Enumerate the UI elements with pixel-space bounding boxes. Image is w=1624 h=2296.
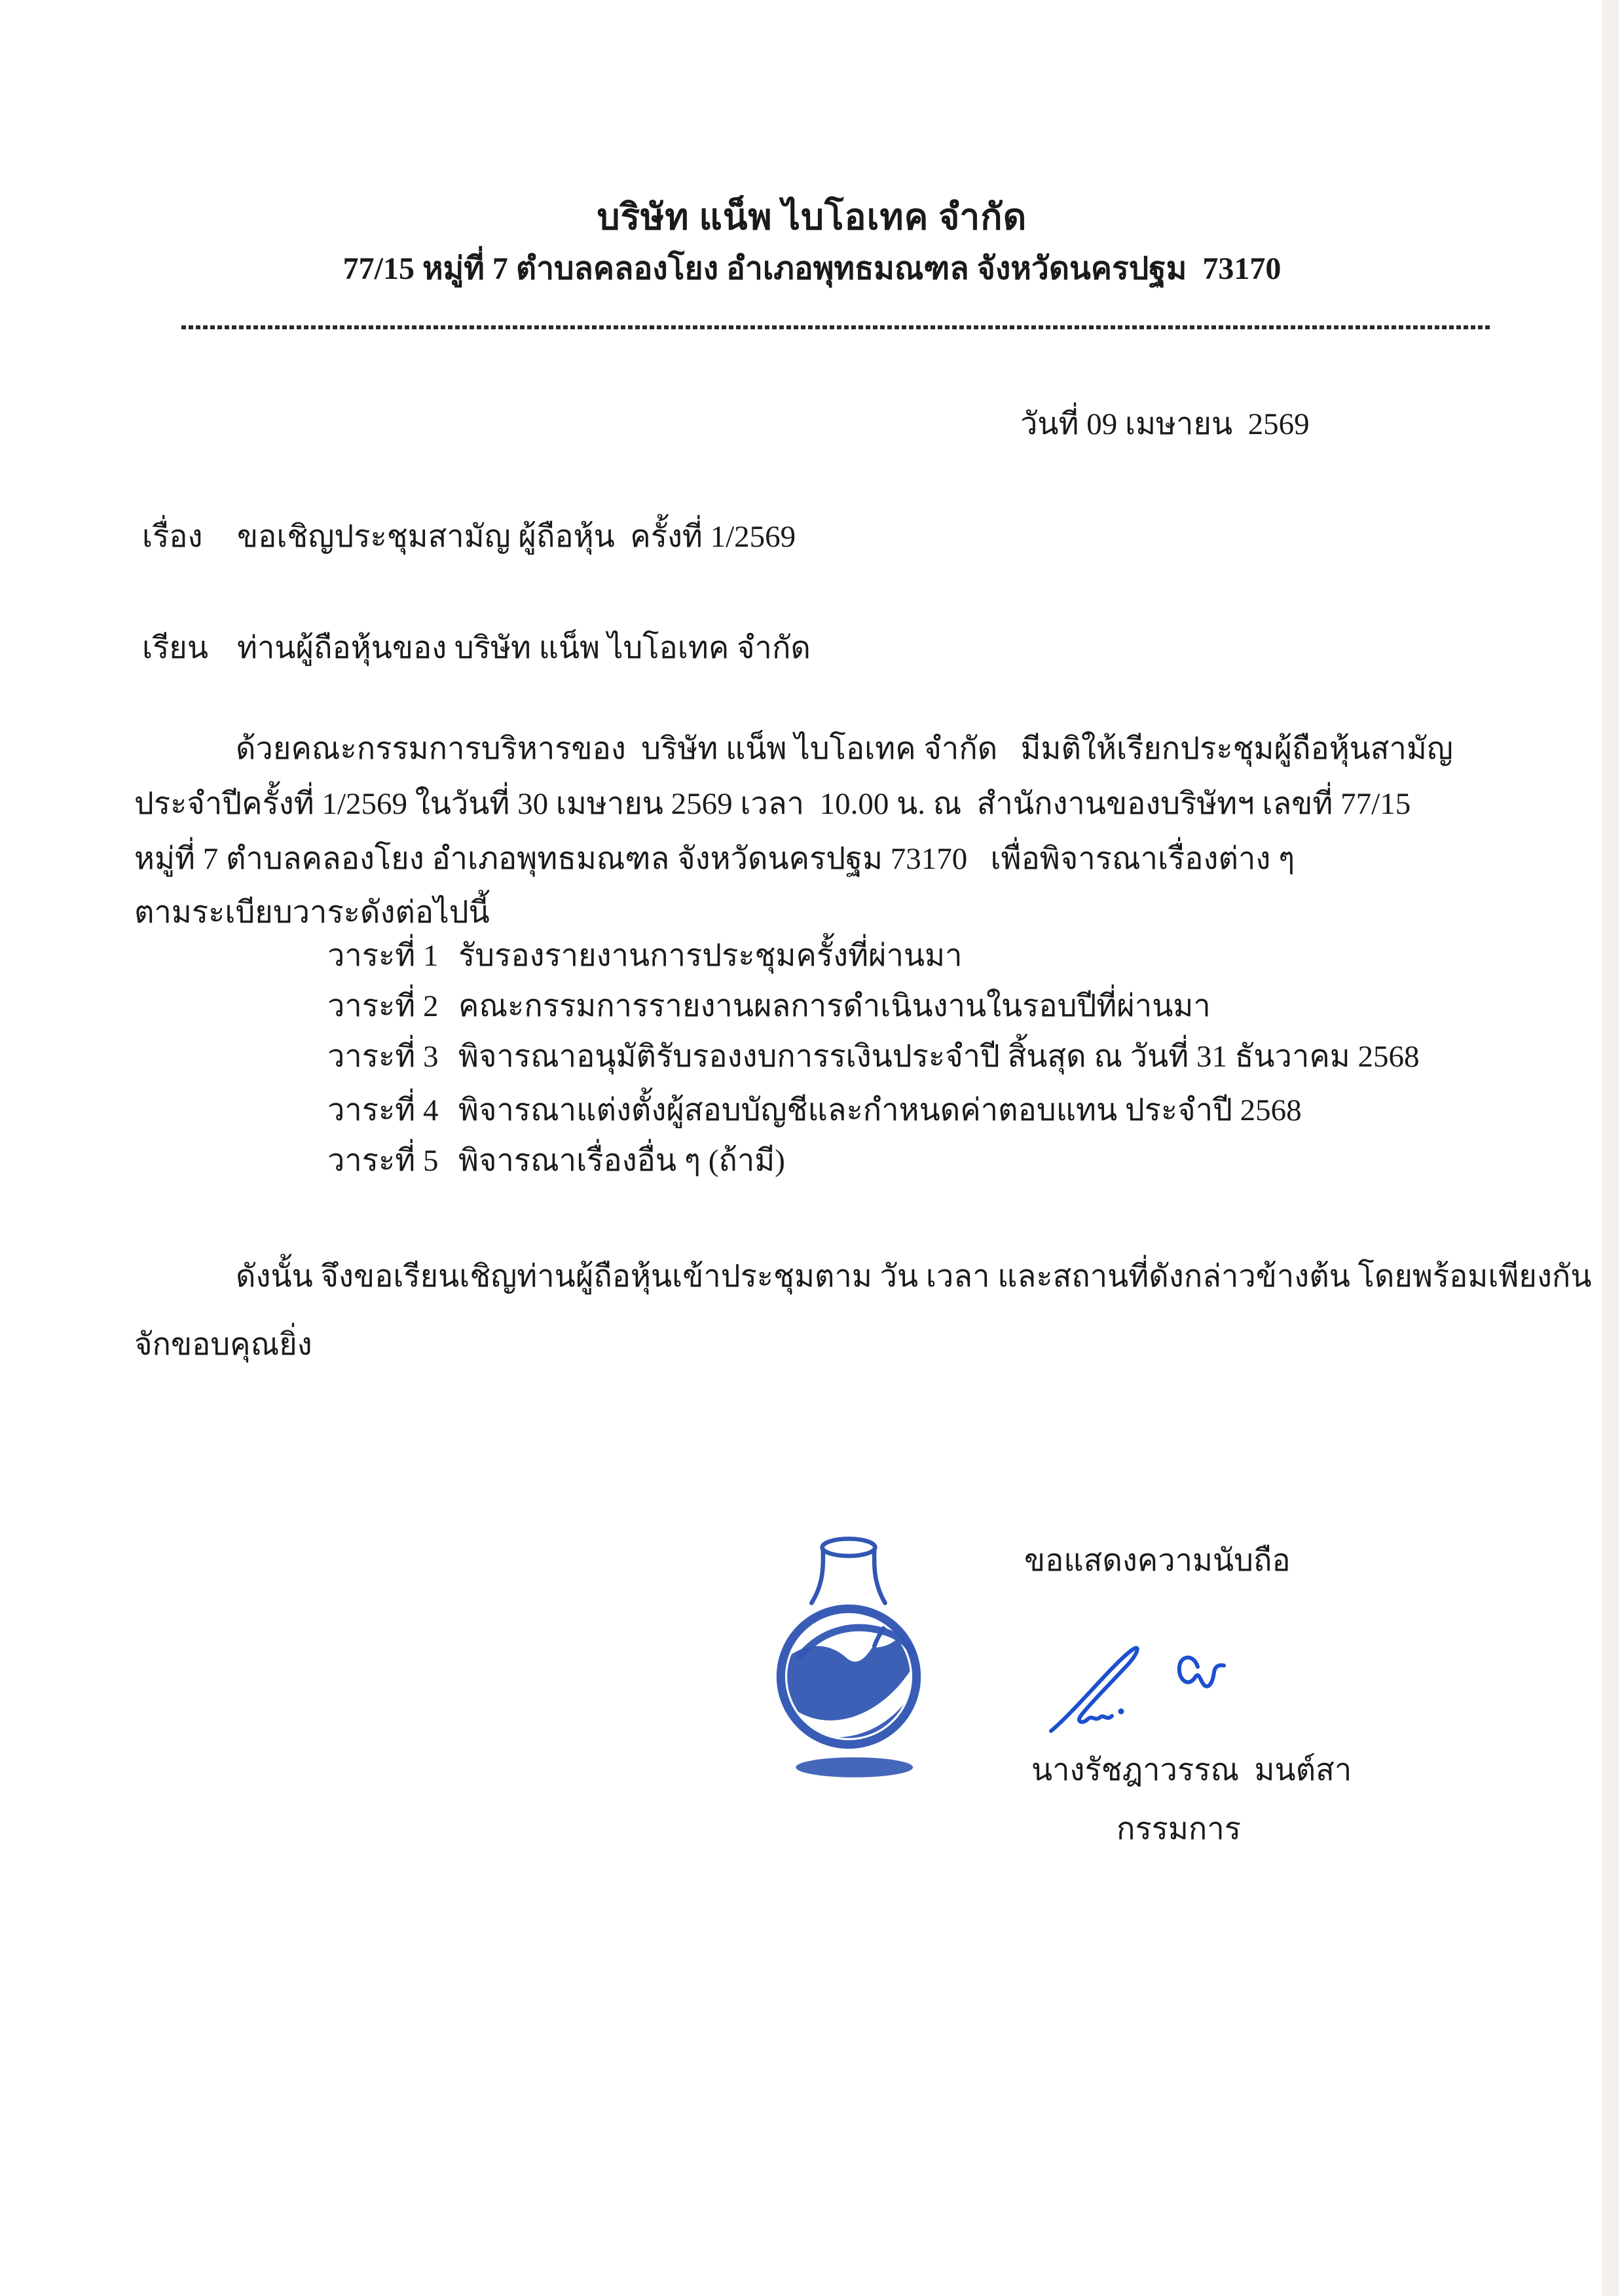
signer-name: นางรัชฎาวรรณ มนต์สา — [1031, 1753, 1352, 1787]
body-line-3: หมู่ที่ 7 ตำบลคลองโยง อำเภอพุทธมณฑล จังหวัดนครปฐม 73170 เพื่อพิจารณาเรื่องต่าง ๆ — [134, 842, 1295, 876]
company-name: บริษัท แน็พ ไบโอเทค จำกัด — [597, 197, 1027, 237]
recipient-label: เรียน — [142, 631, 208, 665]
agenda-2-label: วาระที่ 2 — [327, 989, 439, 1023]
handwritten-signature-icon — [1043, 1631, 1266, 1746]
agenda-1-text: รับรองรายงานการประชุมครั้งที่ผ่านมา — [458, 939, 963, 973]
closing-line-1: ดังนั้น จึงขอเรียนเชิญท่านผู้ถือหุ้นเข้าประชุมตาม วัน เวลา และสถานที่ดังกล่าวข้างต้น โดยพร้อมเพียงกัน — [236, 1260, 1592, 1294]
agenda-4-text: พิจารณาแต่งตั้งผู้สอบบัญชีและกำหนดค่าตอบแทน ประจำปี 2568 — [458, 1093, 1302, 1127]
agenda-1-label: วาระที่ 1 — [327, 939, 439, 973]
flask-icon — [770, 1528, 927, 1787]
divider-dashed-line — [181, 325, 1490, 329]
subject-label: เรื่อง — [142, 520, 203, 554]
body-line-4: ตามระเบียบวาระดังต่อไปนี้ — [134, 896, 490, 930]
agenda-2-text: คณะกรรมการรายงานผลการดำเนินงานในรอบปีที่ผ่านมา — [458, 989, 1211, 1023]
body-line-1: ด้วยคณะกรรมการบริหารของ บริษัท แน็พ ไบโอเทค จำกัด มีมติให้เรียกประชุมผู้ถือหุ้นสามัญ — [236, 732, 1453, 766]
recipient-text: ท่านผู้ถือหุ้นของ บริษัท แน็พ ไบโอเทค จำกัด — [237, 631, 811, 665]
signature-ink — [1038, 1620, 1261, 1734]
scan-edge-band — [1602, 0, 1619, 2296]
agenda-4-label: วาระที่ 4 — [327, 1093, 439, 1127]
body-line-2: ประจำปีครั้งที่ 1/2569 ในวันที่ 30 เมษายน 2569 เวลา 10.00 น. ณ สำนักงานของบริษัทฯ เลขที่ 77/15 — [134, 787, 1411, 821]
document-date: วันที่ 09 เมษายน 2569 — [1020, 407, 1310, 441]
flask-stamp-logo — [765, 1516, 922, 1775]
closing-salutation: ขอแสดงความนับถือ — [1024, 1544, 1291, 1578]
company-address: 77/15 หมู่ที่ 7 ตำบลคลองโยง อำเภอพุทธมณฑล จังหวัดนครปฐม 73170 — [342, 251, 1282, 286]
closing-line-2: จักขอบคุณยิ่ง — [134, 1328, 312, 1362]
agenda-5-label: วาระที่ 5 — [327, 1144, 439, 1178]
agenda-3-label: วาระที่ 3 — [327, 1040, 439, 1074]
agenda-5-text: พิจารณาเรื่องอื่น ๆ (ถ้ามี) — [458, 1144, 785, 1178]
subject-text: ขอเชิญประชุมสามัญ ผู้ถือหุ้น ครั้งที่ 1/2569 — [237, 520, 796, 554]
signer-title: กรรมการ — [1116, 1812, 1242, 1846]
agenda-3-text: พิจารณาอนุมัติรับรองงบการรเงินประจำปี สิ้นสุด ณ วันที่ 31 ธันวาคม 2568 — [458, 1040, 1420, 1074]
